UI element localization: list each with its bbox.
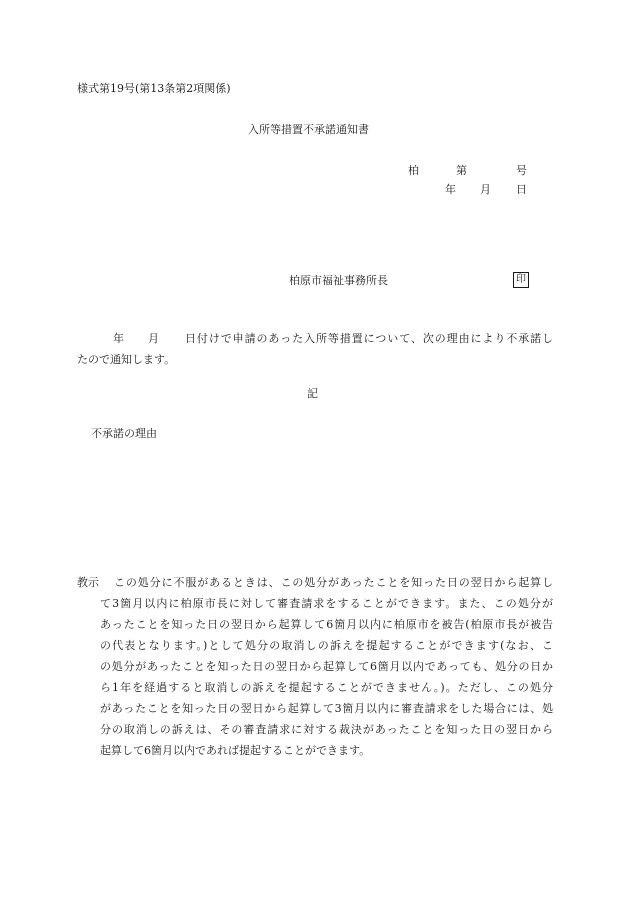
intro-line-1 (77, 333, 553, 345)
issue-date (445, 181, 528, 195)
intro-line-2 (77, 354, 553, 366)
issuer-name: 柏原市福祉事務所長 (289, 274, 388, 287)
intro-text-2: たので通知します。 (77, 353, 176, 366)
notice-line: ら1年を経過すると取消しの訴えを提起することができません。)。ただし、この処分 (100, 681, 553, 694)
reference-number (408, 162, 528, 176)
reason-label: 不承諾の理由 (91, 427, 157, 440)
ki-heading: 記 (307, 387, 318, 400)
seal-mark: 印 (513, 272, 529, 288)
date-year: 年 (445, 183, 456, 196)
notice-line: 起算して6箇月以内であれば提起することができます。 (100, 744, 371, 757)
date-month: 月 (480, 183, 491, 196)
date-day: 日 (516, 183, 527, 196)
notice-line: て3箇月以内に柏原市長に対して審査請求をすることができます。また、この処分が (100, 597, 553, 610)
reference-go: 号 (516, 164, 527, 177)
notice-line: 分の取消しの訴えは、その審査請求に対する裁決があったことを知った日の翌日から (100, 723, 553, 736)
notice-line: の代表となります。)として処分の取消しの訴えを提起することができます(なお、こ (100, 639, 553, 652)
notice-label: 教示 (77, 576, 99, 589)
intro-year: 年 (113, 332, 124, 345)
reference-dai: 第 (456, 164, 467, 177)
intro-month: 月 (148, 332, 159, 345)
form-number: 様式第19号(第13条第2項関係) (77, 82, 231, 95)
document-title: 入所等措置不承諾通知書 (248, 123, 369, 136)
notice-line: の処分があったことを知った日の翌日から起算して6箇月以内であっても、処分の日か (100, 660, 553, 673)
notice-line: あったことを知った日の翌日から起算して6箇月以内に柏原市を被告(柏原市長が被告 (100, 618, 553, 631)
intro-text: 日付けで申請のあった入所等措置について、次の理由により不承諾し (185, 332, 553, 345)
notice-line: この処分に不服があるときは、この処分があったことを知った日の翌日から起算し (114, 576, 553, 589)
reference-prefix: 柏 (408, 164, 419, 177)
notice-line: があったことを知った日の翌日から起算して3箇月以内に審査請求をした場合には、処 (100, 702, 553, 715)
